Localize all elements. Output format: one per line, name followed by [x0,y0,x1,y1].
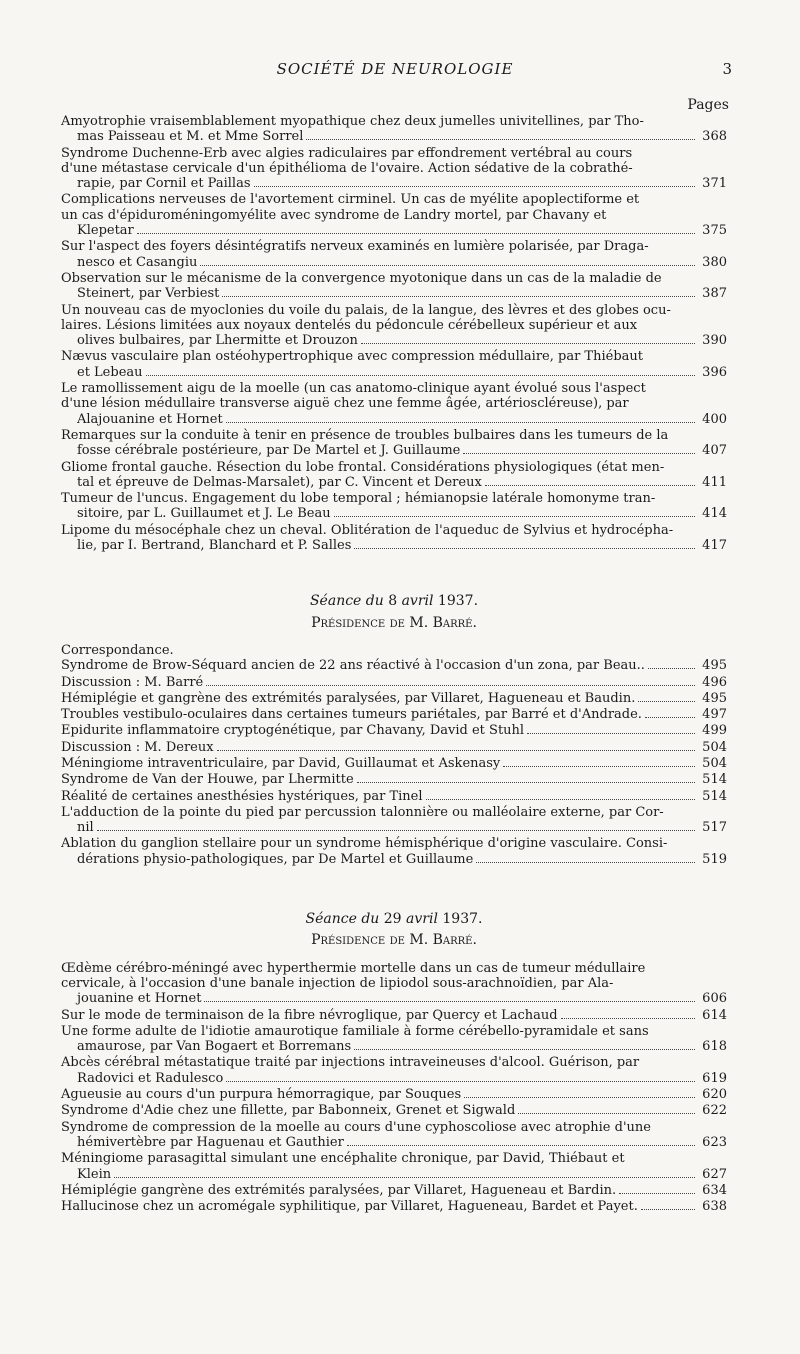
toc-page-number: 614 [702,1007,727,1023]
toc-entry [61,428,727,459]
toc-entry-authors: nil [77,820,94,836]
toc-entry-authors: Alajouanine et Hornet [77,411,223,427]
dot-leader [254,186,696,187]
toc-entry-authors: sitoire, par L. Guillaumet et J. Le Beau [77,506,331,522]
toc-entry-text-line: Méningiome parasagittal simulant une encéphalite chronique, par David, Thiébaut et [61,1151,625,1167]
toc-entry [61,460,727,491]
toc-entry [61,349,727,380]
page-header [60,60,730,82]
dot-leader [648,668,695,669]
toc-entry-text-line: Syndrome Duchenne-Erb avec algies radiculaires par effondrement vertébral au cours [61,145,633,161]
toc-page-number: 407 [702,443,727,459]
dot-leader [97,830,695,831]
toc-page-number: 618 [702,1039,727,1055]
toc-entry-authors: Syndrome de Van der Houwe, par Lhermitte [61,772,354,788]
toc-entry [61,1151,727,1182]
toc-entry-authors: nesco et Casangiu [77,254,198,270]
dot-leader [485,485,695,486]
toc-entry-text-line: Amyotrophie vraisemblablement myopathique chez deux jumelles univitellines, par Tho- [61,114,644,129]
session-date: Séance du 29 avril 1937. [305,911,483,928]
toc-entry-authors: dérations physio-pathologiques, par De Martel et Guillaume [77,851,474,867]
toc-entry-text-line: Une forme adulte de l'idiotie amaurotique familiale à forme cérébello-pyramidale et sans [61,1023,649,1039]
toc-page-number: 495 [702,690,727,706]
toc-entry-authors: Hémiplégie gangrène des extrémités paralysées, par Villaret, Hagueneau et Bardin. [61,1182,617,1198]
session-heading-29-april [61,912,727,949]
toc-entry-authors: Klepetar [77,223,134,239]
toc-entry [61,740,727,755]
toc-entry-authors: hémivertèbre par Haguenau et Gauthier [77,1134,344,1150]
toc-entry-authors: Klein [77,1166,112,1182]
toc-page-number: 497 [702,707,727,723]
table-of-contents [61,114,727,1215]
toc-entry [61,836,727,867]
dot-leader [503,766,695,767]
toc-entry [61,691,727,706]
toc-entry-text-line: Un nouveau cas de myoclonies du voile du palais, de la langue, des lèvres et des globes ocu- [61,302,671,318]
toc-entry [61,239,727,270]
toc-entry-text-line: L'adduction de la pointe du pied par percussion talonnière ou malléolaire externe, par Cor- [61,804,664,820]
toc-page-number: 371 [702,176,727,192]
toc-entry-authors: jouanine et Hornet [77,991,202,1007]
toc-page-number: 375 [702,223,727,239]
toc-page-number: 620 [702,1087,727,1103]
dot-leader [306,139,695,140]
toc-entry [61,491,727,522]
toc-entry [61,114,727,145]
session-presidence: Présidence de M. Barré. [311,932,477,949]
dot-leader [645,717,695,718]
toc-entry-authors: olives bulbaires, par Lhermitte et Drouzon [77,333,358,349]
toc-page-number: 514 [702,788,727,804]
dot-leader [137,233,695,234]
toc-entry-text-line: Observation sur le mécanisme de la convergence myotonique dans un cas de la maladie de [61,270,662,286]
toc-entry-text-line: cervicale, à l'occasion d'une banale injection de lipiodol sous-arachnoïdien, par Ala- [61,975,614,991]
toc-entry-text-line: Complications nerveuses de l'avortement cirminel. Un cas de myélite apoplectiforme et [61,192,640,208]
toc-entry [61,723,727,738]
toc-entry-authors: Hémiplégie et gangrène des extrémités paralysées, par Villaret, Hagueneau et Baudin. [61,690,636,706]
toc-entry-text-line: d'une lésion médullaire transverse aiguë chez une femme âgée, artérioscléreuse), par [61,396,629,412]
toc-entry [61,146,727,192]
dot-leader [561,1018,695,1019]
entry-list-session-3 [61,961,727,1215]
dot-leader [226,422,695,423]
toc-page-number: 390 [702,333,727,349]
toc-page-number: 496 [702,674,727,690]
toc-entry [61,805,727,836]
dot-leader [641,1209,695,1210]
toc-entry-text-line: Tumeur de l'uncus. Engagement du lobe temporal ; hémianopsie latérale homonyme tran- [61,491,656,507]
toc-entry [61,1087,727,1102]
page-number: 3 [722,60,732,78]
toc-entry-text-line: Œdème cérébro-méningé avec hyperthermie mortelle dans un cas de tumeur médullaire [61,960,646,976]
dot-leader [463,453,695,454]
toc-entry [61,381,727,427]
toc-entry-text-line: Nævus vasculaire plan ostéohypertrophique avec compression médullaire, par Thiébaut [61,349,643,365]
dot-leader [334,516,695,517]
toc-entry-authors: tal et épreuve de Delmas-Marsalet), par C. Vincent et Dereux [77,474,482,490]
toc-entry [61,772,727,787]
dot-leader [204,1001,695,1002]
toc-page-number: 499 [702,723,727,739]
toc-page-number: 517 [702,820,727,836]
toc-entry [61,961,727,1007]
dot-leader [619,1193,695,1194]
toc-entry-text-line: Remarques sur la conduite à tenir en présence de troubles bulbaires dans les tumeurs de la [61,427,669,443]
toc-entry-authors: Agueusie au cours d'un purpura hémorragique, par Souques [61,1087,462,1103]
dot-leader [464,1097,695,1098]
toc-entry-authors: Discussion : M. Barré [61,674,204,690]
toc-entry [61,1024,727,1055]
correspondance-line: Correspondance. [61,642,174,658]
toc-page-number: 396 [702,364,727,380]
toc-entry [61,1103,727,1118]
toc-entry-authors: rapie, par Cornil et Paillas [77,176,251,192]
toc-page-number: 387 [702,286,727,302]
toc-entry-text-line: d'une métastase cervicale d'un épithélioma de l'ovaire. Action sédative de la cobrathé- [61,160,633,176]
toc-entry [61,1199,727,1214]
toc-entry-authors: Méningiome intraventriculaire, par David, Guillaumat et Askenasy [61,755,501,771]
toc-entry-authors: lie, par I. Bertrand, Blanchard et P. Salles [77,538,352,554]
toc-entry-text-line: Lipome du mésocéphale chez un cheval. Oblitération de l'aqueduc de Sylvius et hydrocépha- [61,522,674,538]
toc-page-number: 623 [702,1134,727,1150]
toc-entry-authors: Syndrome de Brow-Séquard ancien de 22 ans réactivé à l'occasion d'un zona, par Beau.. [61,658,645,674]
toc-entry [61,271,727,302]
dot-leader [347,1145,695,1146]
toc-entry [61,1008,727,1023]
session-heading-8-april [61,594,727,631]
dot-leader [527,733,695,734]
toc-entry-authors: Syndrome d'Adie chez une fillette, par Babonneix, Grenet et Sigwald [61,1103,516,1119]
toc-entry-authors: Troubles vestibulo-oculaires dans certaines tumeurs pariétales, par Barré et d'Andrade. [61,707,642,723]
toc-entry [61,1183,727,1198]
toc-entry-text-line: un cas d'épiduroméningomyélite avec syndrome de Landry mortel, par Chavany et [61,207,607,223]
entry-list-session-1 [61,114,727,553]
pages-column-label: Pages [687,97,729,113]
session-date: Séance du 8 avril 1937. [309,593,479,610]
toc-entry [61,523,727,554]
toc-entry [61,192,727,238]
toc-page-number: 514 [702,772,727,788]
toc-entry [61,658,727,673]
toc-entry [61,1120,727,1151]
entry-list-session-2 [61,658,727,867]
toc-entry [61,707,727,722]
toc-page-number: 504 [702,739,727,755]
dot-leader [354,1049,695,1050]
toc-entry [61,789,727,804]
toc-page-number: 411 [702,474,727,490]
toc-page-number: 627 [702,1166,727,1182]
dot-leader [226,1081,695,1082]
toc-entry [61,303,727,349]
toc-entry-authors: amaurose, par Van Bogaert et Borremans [77,1039,352,1055]
dot-leader [200,265,695,266]
toc-entry-authors: Hallucinose chez un acromégale syphilitique, par Villaret, Hagueneau, Bardet et Payet. [61,1199,638,1215]
toc-entry-text-line: Le ramollissement aigu de la moelle (un cas anatomo-clinique ayant évolué sous l'aspect [61,381,646,397]
toc-entry-text-line: laires. Lésions limitées aux noyaux dentelés du pédoncule cérébelleux supérieur et aux [61,317,638,333]
toc-entry-text-line: Gliome frontal gauche. Résection du lobe frontal. Considérations physiologiques (état men- [61,459,665,475]
toc-entry-authors: Réalité de certaines anesthésies hystériques, par Tinel [61,788,423,804]
toc-entry-text-line: Abcès cérébral métastatique traité par injections intraveineuses d'alcool. Guérison, par [61,1055,640,1071]
dot-leader [146,375,695,376]
dot-leader [361,343,695,344]
toc-page-number: 368 [702,129,727,145]
toc-entry [61,756,727,771]
dot-leader [114,1177,695,1178]
toc-page-number: 400 [702,411,727,427]
toc-page-number: 417 [702,538,727,554]
dot-leader [354,548,695,549]
toc-entry-authors: mas Paisseau et M. et Mme Sorrel [77,129,304,145]
toc-entry-authors: fosse cérébrale postérieure, par De Martel et J. Guillaume [77,443,461,459]
dot-leader [217,750,695,751]
toc-entry-authors: Sur le mode de terminaison de la fibre névroglique, par Quercy et Lachaud [61,1007,558,1023]
toc-page-number: 495 [702,658,727,674]
toc-page-number: 619 [702,1070,727,1086]
toc-page-number: 634 [702,1182,727,1198]
toc-entry-authors: et Lebeau [77,364,143,380]
toc-entry [61,1055,727,1086]
dot-leader [426,799,695,800]
toc-entry-text-line: Ablation du ganglion stellaire pour un syndrome hémisphérique d'origine vasculaire. Consi- [61,836,668,852]
toc-page-number: 622 [702,1103,727,1119]
dot-leader [357,782,695,783]
toc-page-number: 504 [702,755,727,771]
toc-page-number: 414 [702,506,727,522]
dot-leader [518,1113,695,1114]
toc-page-number: 638 [702,1199,727,1215]
dot-leader [222,296,695,297]
toc-entry-authors: Radovici et Radulesco [77,1070,224,1086]
toc-entry-authors: Epidurite inflammatoire cryptogénétique, par Chavany, David et Stuhl [61,723,525,739]
dot-leader [638,701,695,702]
toc-entry-text-line: Syndrome de compression de la moelle au cours d'une cyphoscoliose avec atrophie d'une [61,1119,651,1135]
toc-page-number: 380 [702,254,727,270]
toc-page-number: 606 [702,991,727,1007]
toc-page-number: 519 [702,851,727,867]
toc-entry [61,675,727,690]
toc-entry-text-line: Sur l'aspect des foyers désintégratifs nerveux examinés en lumière polarisée, par Draga- [61,239,649,255]
running-title: SOCIÉTÉ DE NEUROLOGIE [276,60,514,78]
dot-leader [476,862,695,863]
dot-leader [206,685,695,686]
toc-entry-authors: Discussion : M. Dereux [61,739,214,755]
session-presidence: Présidence de M. Barré. [311,614,477,631]
toc-entry-authors: Steinert, par Verbiest [77,286,220,302]
